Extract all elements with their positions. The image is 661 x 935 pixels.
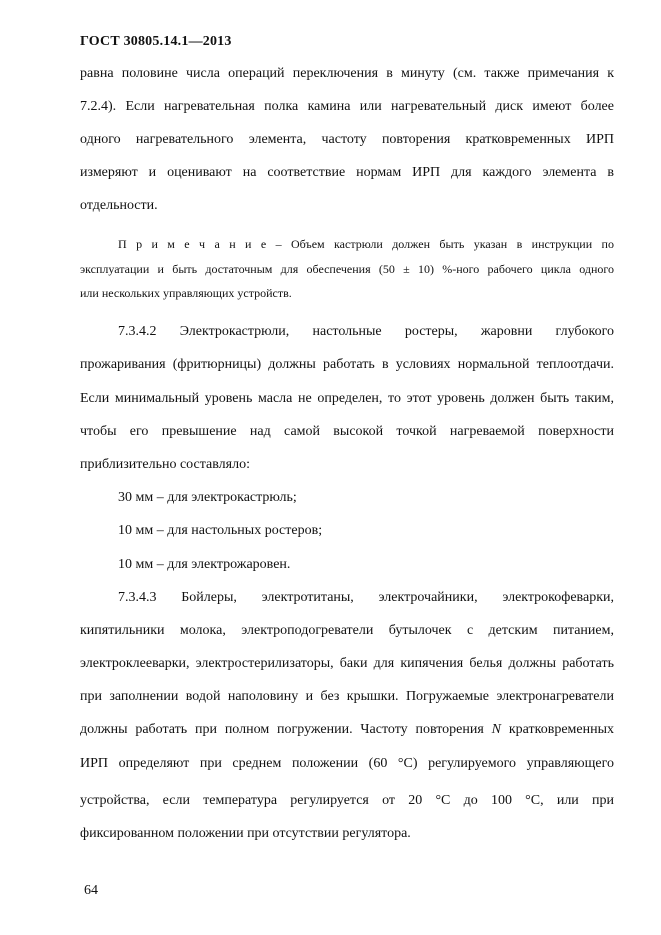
paragraph-line: при заполнении водой наполовину и без крышки. Погружаемые электронагреватели (80, 689, 614, 704)
paragraph-text: кратковременных (508, 722, 615, 737)
paragraph-line: устройства, если температура регулируется от 20 °С до 100 °С, или при (80, 793, 614, 808)
paragraph-line: фиксированном положении при отсутствии регулятора. (80, 826, 411, 841)
paragraph-line: отдельности. (80, 198, 158, 213)
paragraph-line: равна половине числа операций переключения в минуту (см. также примечания к (80, 66, 614, 81)
paragraph-line: приблизительно составляло: (80, 457, 250, 472)
paragraph-line: Если минимальный уровень масла не определен, то этот уровень должен быть таким, (80, 391, 614, 406)
paragraph-line: чтобы его превышение над самой высокой точкой нагреваемой поверхности (80, 424, 614, 439)
paragraph-text: должны работать при полном погружении. Частоту повторения (80, 722, 484, 737)
paragraph-line: 7.3.4.3 Бойлеры, электротитаны, электрочайники, электрокофеварки, (118, 590, 614, 605)
paragraph-line: кипятильники молока, электроподогреватели бутылочек с детским питанием, (80, 623, 614, 638)
list-item: 10 мм – для электрожаровен. (118, 557, 291, 572)
note-label: П р и м е ч а н и е (118, 237, 267, 251)
paragraph-line: 7.3.4.2 Электрокастрюли, настольные ростеры, жаровни глубокого (118, 324, 614, 339)
symbol-n: N (491, 722, 502, 737)
document-header: ГОСТ 30805.14.1—2013 (80, 34, 232, 49)
paragraph-line: 7.2.4). Если нагревательная полка камина или нагревательный диск имеют более (80, 99, 614, 114)
paragraph-line (80, 721, 614, 739)
note-line: эксплуатации и быть достаточным для обеспечения (50 ± 10) %-ного рабочего цикла одного (80, 262, 614, 276)
page-number: 64 (84, 883, 98, 898)
note-line (118, 236, 614, 252)
paragraph-line: одного нагревательного элемента, частоту повторения кратковременных ИРП (80, 132, 614, 147)
paragraph-line: электроклееварки, электростерилизаторы, баки для кипячения белья должны работать (80, 656, 614, 671)
note-line: или нескольких управляющих устройств. (80, 286, 292, 300)
list-item: 30 мм – для электрокастрюль; (118, 490, 297, 505)
paragraph-line: ИРП определяют при среднем положении (60 °С) регулируемого управляющего (80, 756, 614, 771)
paragraph-line: измеряют и оценивают на соответствие нормам ИРП для каждого элемента в (80, 165, 614, 180)
list-item: 10 мм – для настольных ростеров; (118, 523, 323, 538)
paragraph-line: прожаривания (фритюрницы) должны работать в условиях нормальной теплоотдачи. (80, 357, 614, 372)
note-text: – Объем кастрюли должен быть указан в инструкции по (266, 237, 614, 251)
